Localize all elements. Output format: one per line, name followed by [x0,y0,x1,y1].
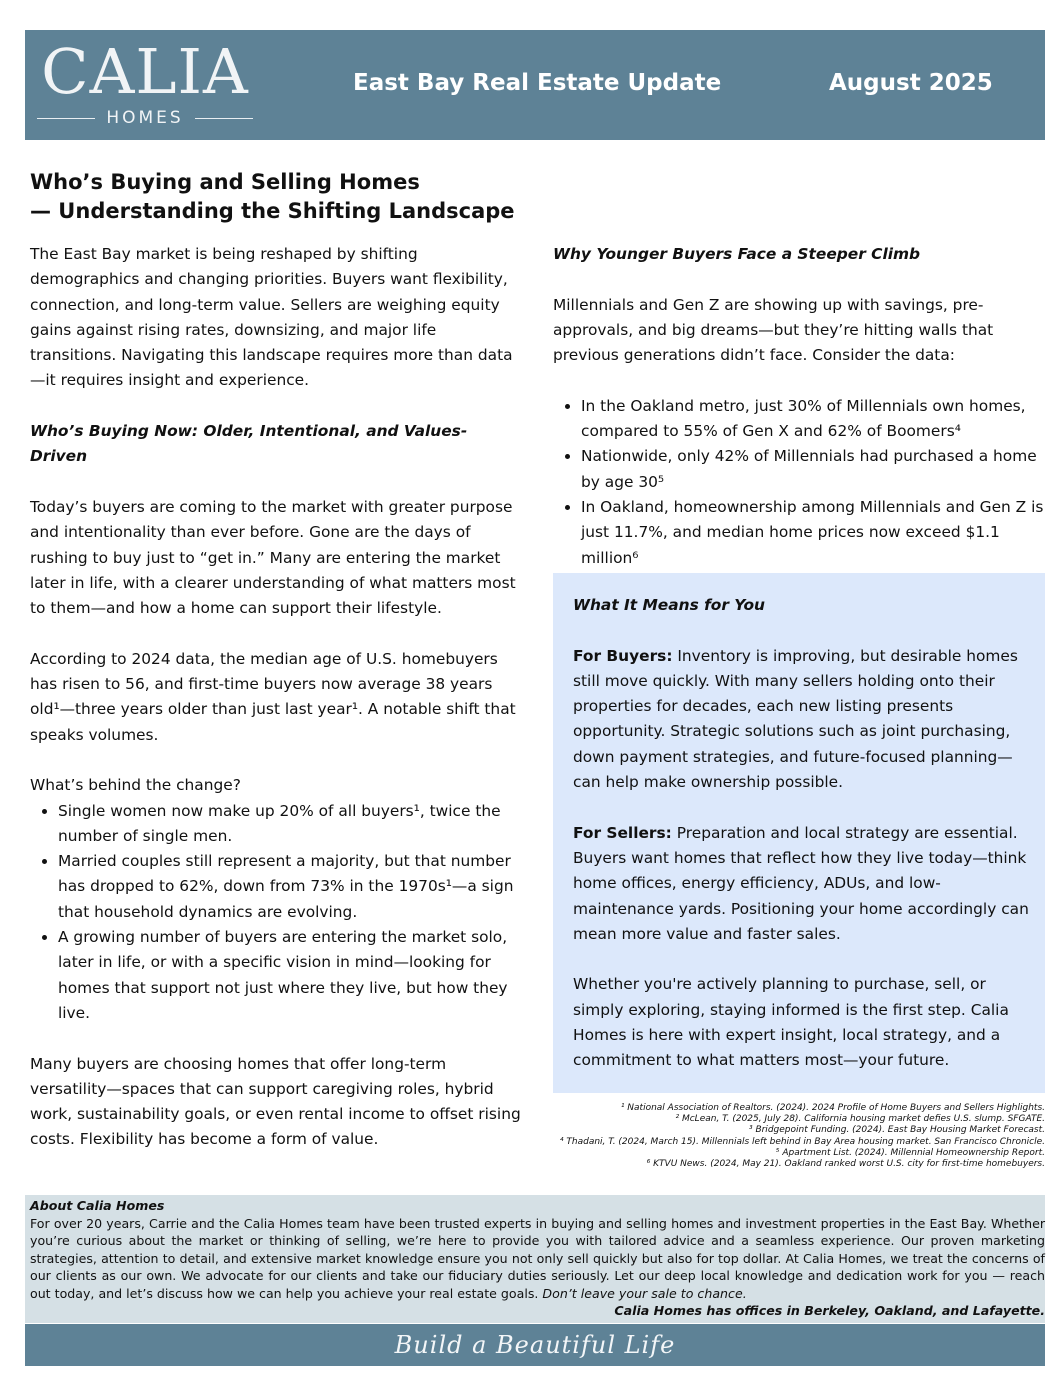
offices-note: Calia Homes has offices in Berkeley, Oakland, and Lafayette. [614,1303,1045,1318]
logo-rule-left [37,118,95,119]
logo-subtitle [37,106,253,130]
intro-paragraph: The East Bay market is being reshaped by shifting demographics and changing priorities. Buyers want flexibility, connection, and long-term value. Sellers are weighing equity gains against rising rates, downsizing, and major life transitions. Navigating this landscape requires more than data—it requires insight and experience. [30,245,513,390]
footnotes [553,1103,1045,1170]
footer-banner [25,1324,1045,1366]
list-item: • A growing number of buyers are entering the market solo, later in life, or with a specific vision in mind—looking for homes that support not just where they live, but how they live. [58,925,524,1026]
section-heading-younger-buyers: Why Younger Buyers Face a Steeper Climb [553,245,921,263]
buyers-paragraph-1: Today’s buyers are coming to the market with greater purpose and intentionality than ever before. Gone are the days of rushing to buy just to “get in.” Many are entering the market later in life, with a clearer understanding of what matters most to them—and how a home can support their lifestyle. [30,497,516,618]
younger-buyers-paragraph: Millennials and Gen Z are showing up with savings, pre-approvals, and big dreams—but they’re hitting walls that previous generations didn’t face. Consider the data: [553,295,994,365]
for-buyers-paragraph [573,644,1033,796]
left-column [30,242,524,1153]
list-item: • Nationwide, only 42% of Millennials had purchased a home by age 30⁵ [581,444,1045,495]
change-bullet-list [30,799,524,1027]
section-heading-whos-buying: Who’s Buying Now: Older, Intentional, and Values-Driven [30,422,468,466]
buyers-paragraph-2: According to 2024 data, the median age of U.S. homebuyers has risen to 56, and first-time buyers now average 38 years old¹—three years older than just last year¹. A notable shift that speaks volumes. [30,649,516,744]
footnote: ⁶ KTVU News. (2024, May 21). Oakland ranked worst U.S. city for first-time homebuyers. [646,1159,1045,1170]
what-it-means-callout [553,573,1045,1093]
header-banner [25,30,1045,140]
callout-closing: Whether you're actively planning to purchase, sell, or simply exploring, staying informed is the first step. Calia Homes is here with expert insight, local strategy, and a commitment to what matters most—your future. [573,975,1009,1070]
footnote: ¹ National Association of Realtors. (2024). 2024 Profile of Home Buyers and Sellers Highlights. [620,1103,1045,1113]
newsletter-date: August 2025 [829,70,993,96]
callout-content [573,593,1033,1074]
about-content [30,1197,1045,1320]
calia-homes-logo [37,35,253,132]
footnote: ³ Bridgepoint Funding. (2024). East Bay Housing Market Forecast. [748,1125,1045,1136]
buyers-paragraph-3: Many buyers are choosing homes that offer long-term versatility—spaces that can support caregiving roles, hybrid work, sustainability goals, or even rental income to offset rising costs. Flexibility has become a form of value. [30,1054,521,1149]
for-buyers-label: For Buyers: [573,646,673,665]
list-item: • Single women now make up 20% of all buyers¹, twice the number of single men. [58,799,524,850]
article-title [30,168,550,226]
footnote: ⁵ Apartment List. (2024). Millennial Homeownership Report. [775,1147,1045,1158]
footer-tagline: Build a Beautiful Life [394,1331,676,1359]
logo-rule-right [195,118,253,119]
about-tagline: Don’t leave your sale to chance. [542,1285,747,1301]
article-title-line1: Who’s Buying and Selling Homes [30,170,420,194]
logo-sub-text: HOMES [106,108,184,128]
about-body [30,1215,1045,1318]
list-item: • In Oakland, homeownership among Millennials and Gen Z is just 11.7%, and median home prices now exceed $1.1 million⁶ [581,495,1045,571]
change-question: What’s behind the change? [30,776,241,795]
for-sellers-label: For Sellers: [573,823,672,842]
newsletter-title: East Bay Real Estate Update [353,70,722,96]
about-body-text: For over 20 years, Carrie and the Calia Homes team have been trusted experts in buying and selling homes and investment properties in the East Bay. Whether you’re curious about the market or thinking of selling, we’re here to provide you with tailored advice and a seamless experience. Our proven marketing strategies, attention to detail, and extensive market knowledge ensure you not only sell quickly but also for top dollar. At Calia Homes, we treat the concerns of our clients as our own. We advocate for our clients and take our fiduciary duties seriously. Let our deep local knowledge and dedication work for you — reach out today, and let’s discuss how we can help you achieve your real estate goals. [30,1215,1045,1301]
right-column [553,242,1045,571]
for-buyers-text: Inventory is improving, but desirable homes still move quickly. With many sellers holding onto their properties for decades, each new listing presents opportunity. Strategic solutions such as joint purchasing, down payment strategies, and future-focused planning—can help make ownership possible. [573,646,1018,792]
list-item: • In the Oakland metro, just 30% of Millennials own homes, compared to 55% of Gen X and 62% of Boomers⁴ [581,394,1045,445]
for-sellers-paragraph [573,821,1033,947]
logo-name: CALIA [41,35,249,108]
callout-heading: What It Means for You [573,596,765,614]
younger-buyers-bullet-list [553,394,1045,571]
for-sellers-text: Preparation and local strategy are essential. Buyers want homes that reflect how they live today—think home offices, energy efficiency, ADUs, and low-maintenance yards. Positioning your home accordingly can mean more value and faster sales. [573,823,1029,943]
footnote: ⁴ Thadani, T. (2024, March 15). Millennials left behind in Bay Area housing market. San Francisco Chronicle. [559,1136,1045,1147]
article-title-line2: — Understanding the Shifting Landscape [30,199,515,223]
about-title: About Calia Homes [30,1198,165,1213]
about-section [25,1195,1045,1323]
footnote: ² McLean, T. (2025, July 28). California housing market defies U.S. slump. SFGATE. [675,1114,1045,1125]
list-item: • Married couples still represent a majority, but that number has dropped to 62%, down from 73% in the 1970s¹—a sign that household dynamics are evolving. [58,849,524,925]
